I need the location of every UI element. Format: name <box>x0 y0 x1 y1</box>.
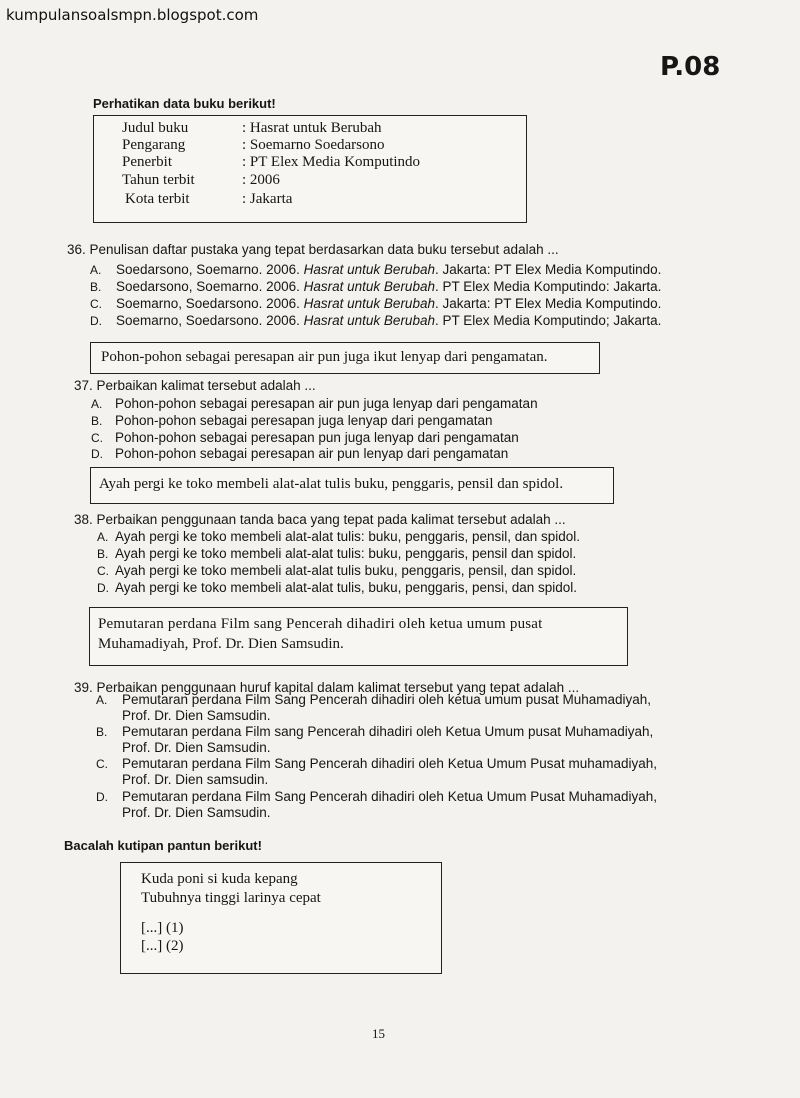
option-37-c[interactable]: C. Pohon-pohon sebagai peresapan pun juga lenyap dari pengamatan <box>91 430 519 445</box>
question-39: 39. Perbaikan penggunaan huruf kapital dalam kalimat tersebut yang tepat adalah ... <box>74 680 580 695</box>
pantun-box <box>120 862 442 974</box>
sentence-box-39 <box>89 607 628 666</box>
question-36: 36. Penulisan daftar pustaka yang tepat berdasarkan data buku tersebut adalah ... <box>67 242 559 257</box>
book-row: Tahun terbit <box>122 172 195 188</box>
book-row: Penerbit <box>122 154 172 170</box>
option-39-d-line2: Prof. Dr. Dien Samsudin. <box>122 805 271 820</box>
option-39-d[interactable]: D. Pemutaran perdana Film Sang Pencerah dihadiri oleh Ketua Umum Pusat Muhamadiyah, <box>96 789 658 804</box>
book-row: Judul buku <box>122 120 189 136</box>
pantun-line-3: [...] (1) <box>141 920 184 936</box>
sentence-37: Pohon-pohon sebagai peresapan air pun juga ikut lenyap dari pengamatan. <box>101 349 548 365</box>
option-38-b[interactable]: B. Ayah pergi ke toko membeli alat-alat tulis: buku, penggaris, pensil dan spidol. <box>97 546 577 561</box>
pantun-line-4: [...] (2) <box>141 938 184 954</box>
sentence-39-line1: Pemutaran perdana Film sang Pencerah dihadiri oleh ketua umum pusat <box>98 616 543 632</box>
sentence-39-line2: Muhamadiyah, Prof. Dr. Dien Samsudin. <box>98 636 344 652</box>
page-code: P.08 <box>660 52 721 82</box>
question-37: 37. Perbaikan kalimat tersebut adalah ... <box>74 378 316 393</box>
book-data-box <box>93 115 527 223</box>
book-row: Pengarang <box>122 137 186 153</box>
intro-heading: Perhatikan data buku berikut! <box>93 96 276 111</box>
question-38: 38. Perbaikan penggunaan tanda baca yang tepat pada kalimat tersebut adalah ... <box>74 512 566 527</box>
book-row-value: : Jakarta <box>242 191 293 207</box>
option-39-b-line2: Prof. Dr. Dien Samsudin. <box>122 740 271 755</box>
option-38-c[interactable]: C. Ayah pergi ke toko membeli alat-alat tulis buku, penggaris, pensil, dan spidol. <box>97 563 577 578</box>
sentence-box-38 <box>90 467 614 504</box>
sentence-box-37 <box>90 342 600 374</box>
option-37-a[interactable]: A. Pohon-pohon sebagai peresapan air pun juga lenyap dari pengamatan <box>91 396 538 411</box>
option-37-d[interactable]: D. Pohon-pohon sebagai peresapan air pun lenyap dari pengamatan <box>91 446 509 461</box>
book-row: Kota terbit <box>125 191 190 207</box>
sentence-38: Ayah pergi ke toko membeli alat-alat tulis buku, penggaris, pensil dan spidol. <box>99 476 564 492</box>
option-39-a-line2: Prof. Dr. Dien Samsudin. <box>122 708 271 723</box>
book-row-value: : PT Elex Media Komputindo <box>242 154 421 170</box>
pantun-heading: Bacalah kutipan pantun berikut! <box>64 838 262 853</box>
book-row-value: : Soemarno Soedarsono <box>242 137 385 153</box>
option-37-b[interactable]: B. Pohon-pohon sebagai peresapan juga lenyap dari pengamatan <box>91 413 493 428</box>
option-36-c[interactable]: C. Soemarno, Soedarsono. 2006. Hasrat untuk Berubah. Jakarta: PT Elex Media Komputindo. <box>90 296 662 311</box>
option-36-b[interactable]: B. Soedarsono, Soemarno. 2006. Hasrat untuk Berubah. PT Elex Media Komputindo: Jakarta. <box>90 279 662 294</box>
option-36-d[interactable]: D. Soemarno, Soedarsono. 2006. Hasrat untuk Berubah. PT Elex Media Komputindo; Jakarta. <box>90 313 662 328</box>
option-39-b[interactable]: B. Pemutaran perdana Film sang Pencerah dihadiri oleh Ketua Umum pusat Muhamadiyah, <box>96 724 654 739</box>
option-39-c[interactable]: C. Pemutaran perdana Film Sang Pencerah dihadiri oleh Ketua Umum Pusat muhamadiyah, <box>96 756 658 771</box>
option-39-c-line2: Prof. Dr. Dien samsudin. <box>122 772 269 787</box>
book-row-value: : Hasrat untuk Berubah <box>242 120 382 136</box>
pantun-line-2: Tubuhnya tinggi larinya cepat <box>141 890 321 906</box>
option-38-a[interactable]: A. Ayah pergi ke toko membeli alat-alat tulis: buku, penggaris, pensil, dan spidol. <box>97 529 581 544</box>
book-row-value: : 2006 <box>242 172 280 188</box>
option-39-a[interactable]: A. Pemutaran perdana Film Sang Pencerah dihadiri oleh ketua umum pusat Muhamadiyah, <box>96 692 652 707</box>
option-36-a[interactable]: A. Soedarsono, Soemarno. 2006. Hasrat untuk Berubah. Jakarta: PT Elex Media Komputindo. <box>90 262 662 277</box>
watermark: kumpulansoalsmpn.blogspot.com <box>6 6 259 24</box>
pantun-line-1: Kuda poni si kuda kepang <box>141 871 298 887</box>
page-number: 15 <box>372 1026 385 1041</box>
option-38-d[interactable]: D. Ayah pergi ke toko membeli alat-alat tulis, buku, penggaris, pensi, dan spidol. <box>97 580 578 595</box>
